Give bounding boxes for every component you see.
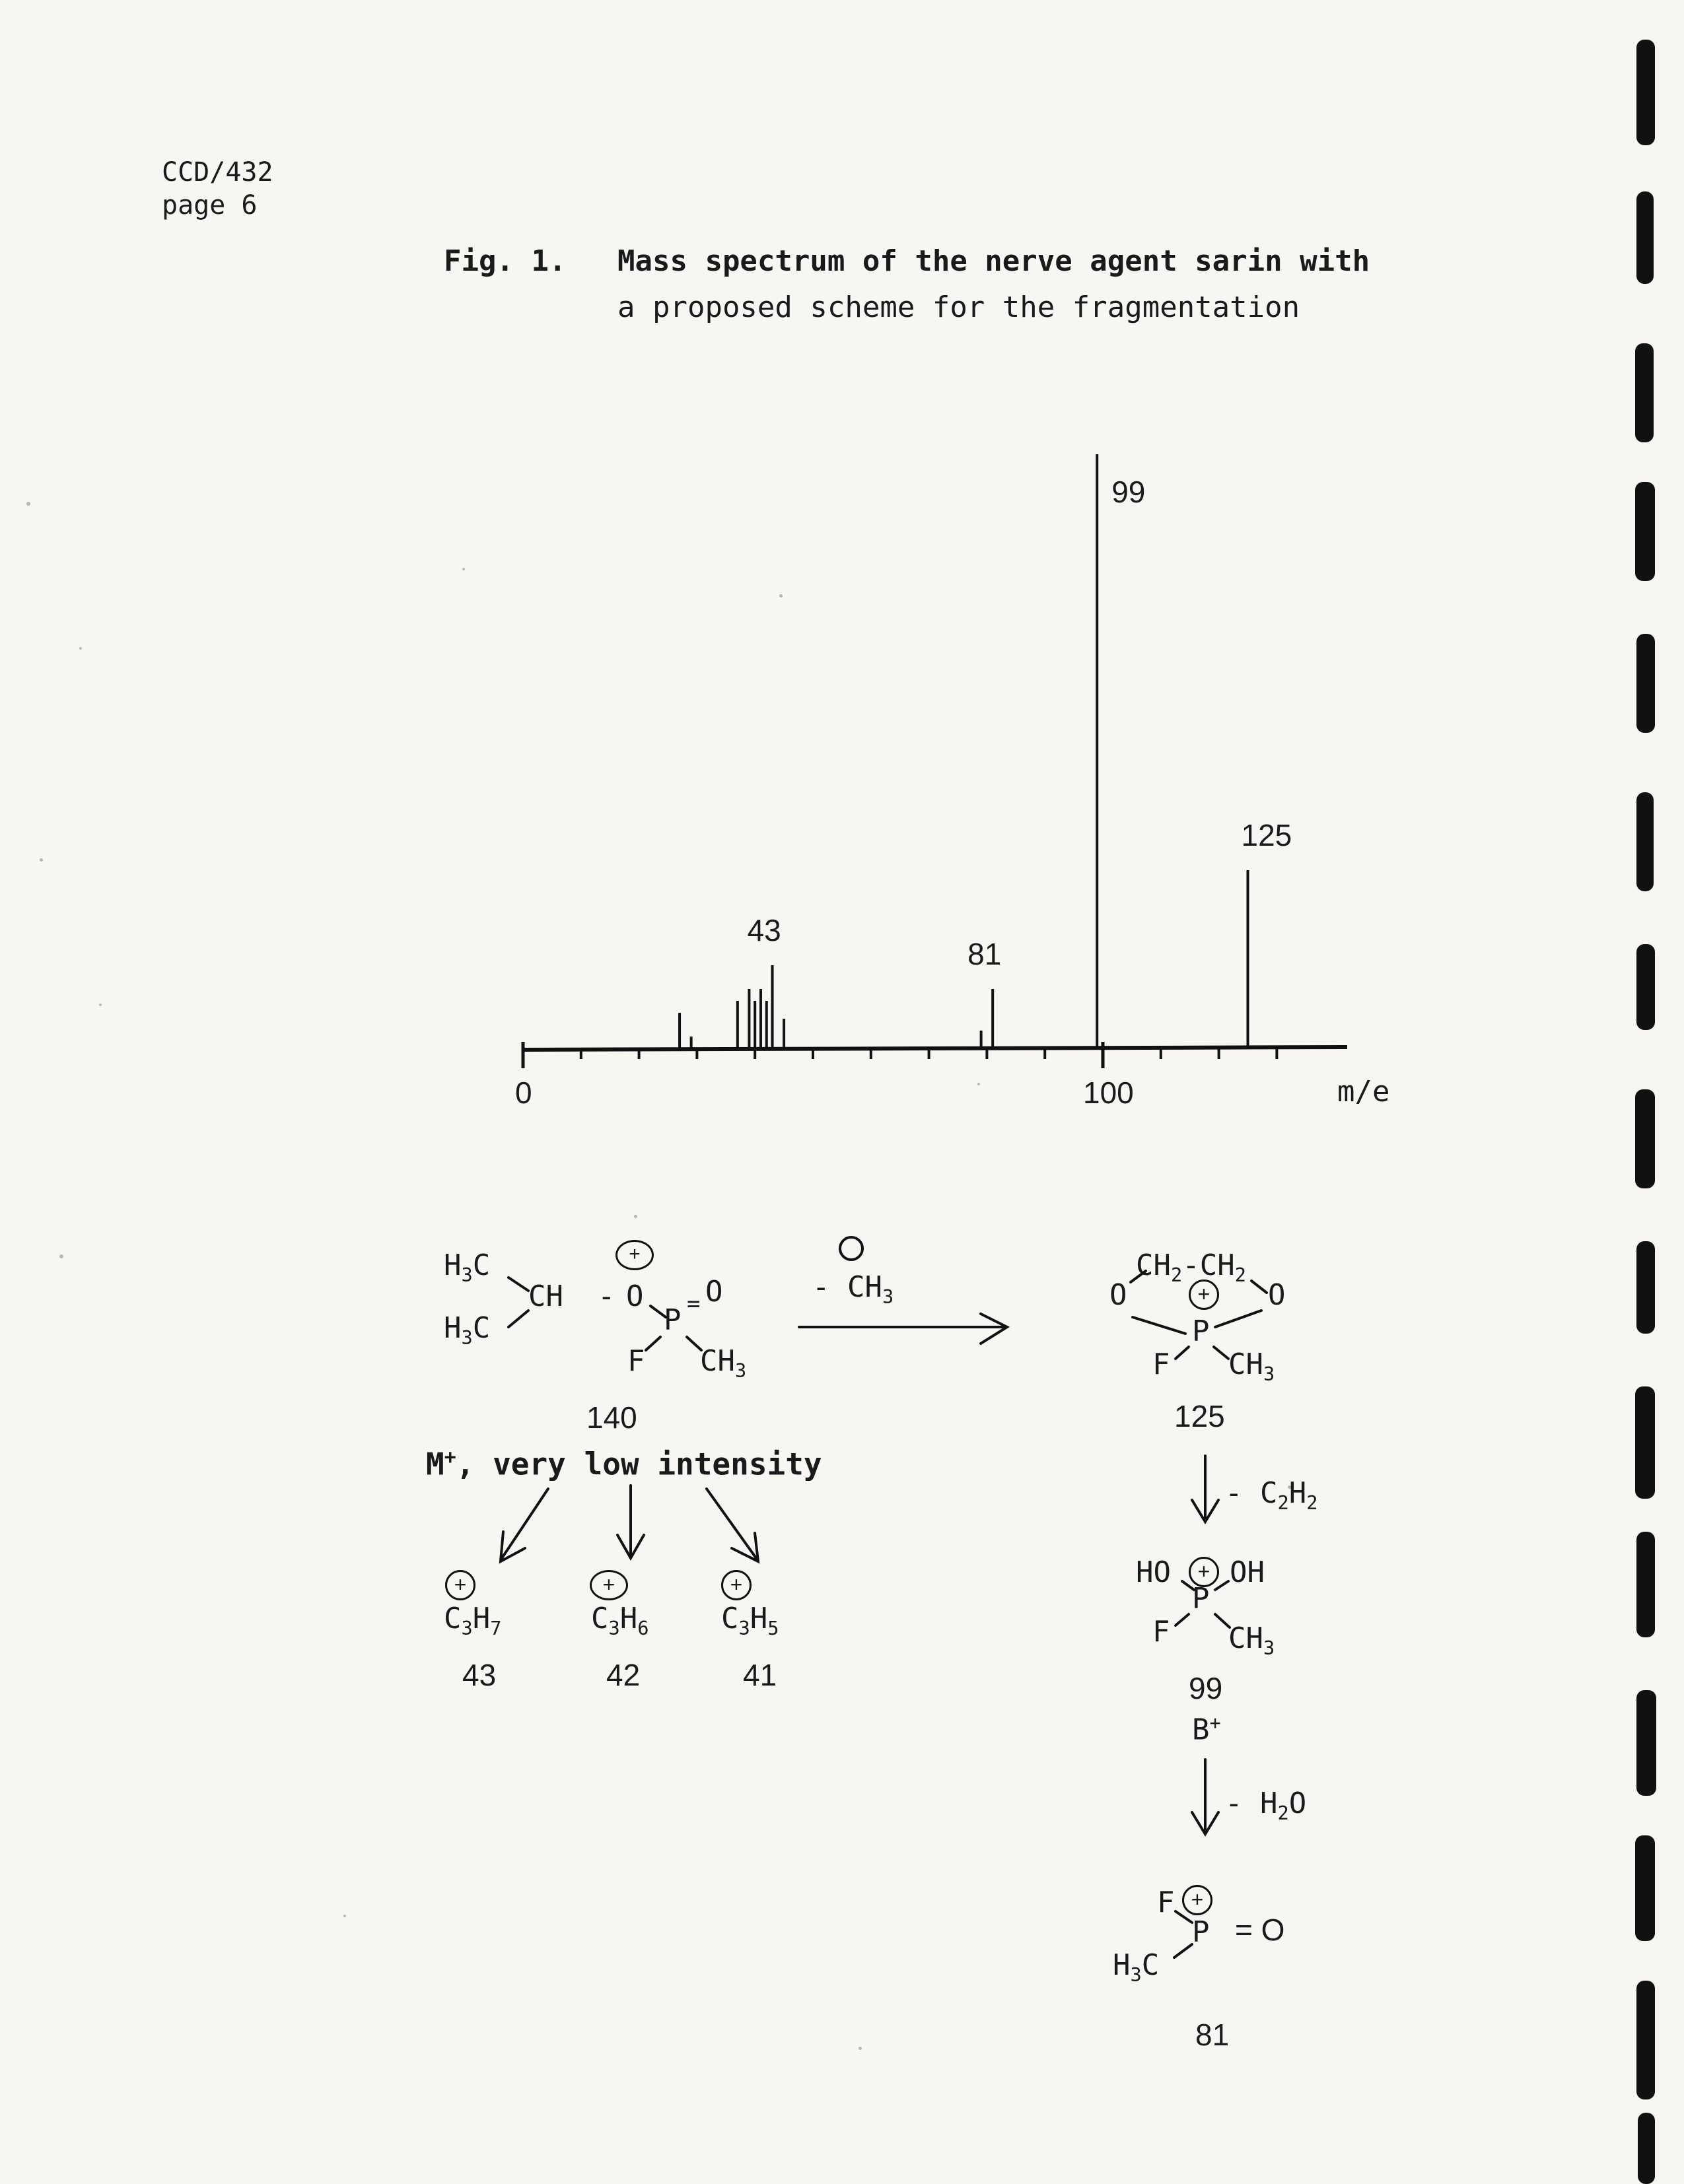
parent-ch3: $CH_3$ — [700, 1344, 747, 1382]
parent-h3c-bottom: $H_3C$ — [444, 1311, 491, 1349]
bond81-f-p — [1175, 1911, 1192, 1923]
arrow-to-c3h6 — [617, 1485, 644, 1558]
loss-c2h2-label: - $C_2H_2$ — [1225, 1476, 1318, 1514]
parent-f: F — [627, 1344, 645, 1378]
ion99-ch3: $CH_3$ — [1228, 1621, 1275, 1659]
figure-caption-line1: Mass spectrum of the nerve agent sarin with — [617, 244, 1370, 278]
molecular-ion-note: M+, very low intensity — [426, 1446, 822, 1482]
bond125-p-ch3 — [1214, 1347, 1228, 1359]
bond-o-p — [650, 1306, 666, 1317]
arrow-loss-c2h2 — [1192, 1456, 1218, 1522]
parent-o: O — [705, 1275, 723, 1309]
parent-ch: CH — [528, 1280, 563, 1313]
frag41-mass: 41 — [743, 1658, 777, 1692]
ion99-ho: HO — [1136, 1555, 1171, 1589]
page-label: page 6 — [162, 190, 258, 221]
ion125-charge: + — [1189, 1280, 1219, 1310]
bond-p-ch3 — [687, 1337, 701, 1350]
ring-bond-p-o — [1215, 1311, 1261, 1327]
bond-p-f — [646, 1337, 660, 1350]
parent-ester-o: O — [626, 1280, 644, 1313]
ion125-o-right: O — [1268, 1278, 1286, 1312]
parent-h3c-top: $H_3C$ — [444, 1248, 491, 1286]
bond99-p-oh — [1215, 1581, 1228, 1590]
frag43-mass: 43 — [462, 1658, 497, 1692]
frag43-charge: + — [445, 1570, 475, 1600]
frag42-charge: + — [590, 1570, 628, 1600]
x-axis-label: m/e — [1337, 1075, 1390, 1109]
bond99-ho-p — [1182, 1581, 1194, 1590]
arrow-loss-h2o — [1192, 1759, 1218, 1834]
ion125-o-left: O — [1109, 1278, 1127, 1312]
document-id: CCD/432 — [162, 157, 273, 188]
ion99-p: P — [1192, 1582, 1210, 1616]
parent-dash: - — [598, 1280, 615, 1313]
axis-tick-label-0: 0 — [515, 1075, 532, 1110]
parent-mass-140: 140 — [586, 1400, 637, 1435]
ion99-label: B+ — [1192, 1711, 1221, 1747]
bond125-p-f — [1175, 1347, 1189, 1359]
peak-label-81: 81 — [967, 937, 1002, 971]
frag42-formula: $C_3H_6$ — [591, 1602, 649, 1639]
bond99-p-ch3 — [1215, 1614, 1230, 1627]
peak-label-43: 43 — [747, 913, 781, 947]
ion81-h3c: $H_3C$ — [1113, 1948, 1160, 1986]
radical-cation-marker: + — [615, 1240, 654, 1270]
frag41-formula: $C_3H_5$ — [721, 1602, 779, 1639]
parent-p: P — [664, 1303, 682, 1337]
figure-label: Fig. 1. — [444, 244, 567, 278]
bond99-p-f — [1175, 1614, 1189, 1625]
bond81-c-p — [1174, 1944, 1192, 1958]
ion81-eq-o: = O — [1235, 1913, 1285, 1947]
ring-bond-o-ch2 — [1131, 1271, 1146, 1282]
ion81-mass: 81 — [1195, 2018, 1230, 2052]
ion81-f: F — [1157, 1886, 1175, 1919]
bond-h3c-ch-top — [509, 1278, 528, 1291]
ion81-p: P — [1192, 1915, 1210, 1949]
ion99-f: F — [1152, 1615, 1170, 1649]
loss-ch3-label: - $CH_3$ — [812, 1270, 894, 1308]
frag41-charge: + — [721, 1570, 752, 1600]
ion125-ch3: $CH_3$ — [1228, 1348, 1275, 1385]
arrow-to-c3h5 — [707, 1489, 758, 1561]
ion99-charge: + — [1189, 1557, 1219, 1587]
loss-h2o-label: - $H_2O$ — [1225, 1787, 1307, 1824]
ion125-p: P — [1192, 1314, 1210, 1348]
ion81-charge: + — [1182, 1885, 1212, 1915]
bond-h3c-ch-bottom — [509, 1311, 528, 1327]
ion99-oh: OH — [1230, 1555, 1265, 1589]
arrow-to-c3h7 — [501, 1489, 548, 1561]
ion125-f: F — [1152, 1348, 1170, 1381]
peak-label-99: 99 — [1111, 475, 1146, 509]
arrow-loss-ch3 — [799, 1314, 1007, 1344]
ring-bond-o-p — [1133, 1317, 1185, 1334]
ion125-ch2-ch2: $CH_2-CH_2$ — [1136, 1248, 1246, 1286]
ion99-mass: 99 — [1189, 1671, 1223, 1705]
ring-bond-ch2-o — [1251, 1281, 1267, 1293]
peak-label-125: 125 — [1241, 818, 1292, 852]
frag42-mass: 42 — [606, 1658, 641, 1692]
figure-caption-line2: a proposed scheme for the fragmentation — [617, 290, 1300, 324]
frag43-formula: $C_3H_7$ — [444, 1602, 502, 1639]
ion125-mass: 125 — [1174, 1399, 1225, 1433]
axis-tick-label-100: 100 — [1083, 1075, 1134, 1110]
parent-double-bond: = — [687, 1291, 701, 1317]
